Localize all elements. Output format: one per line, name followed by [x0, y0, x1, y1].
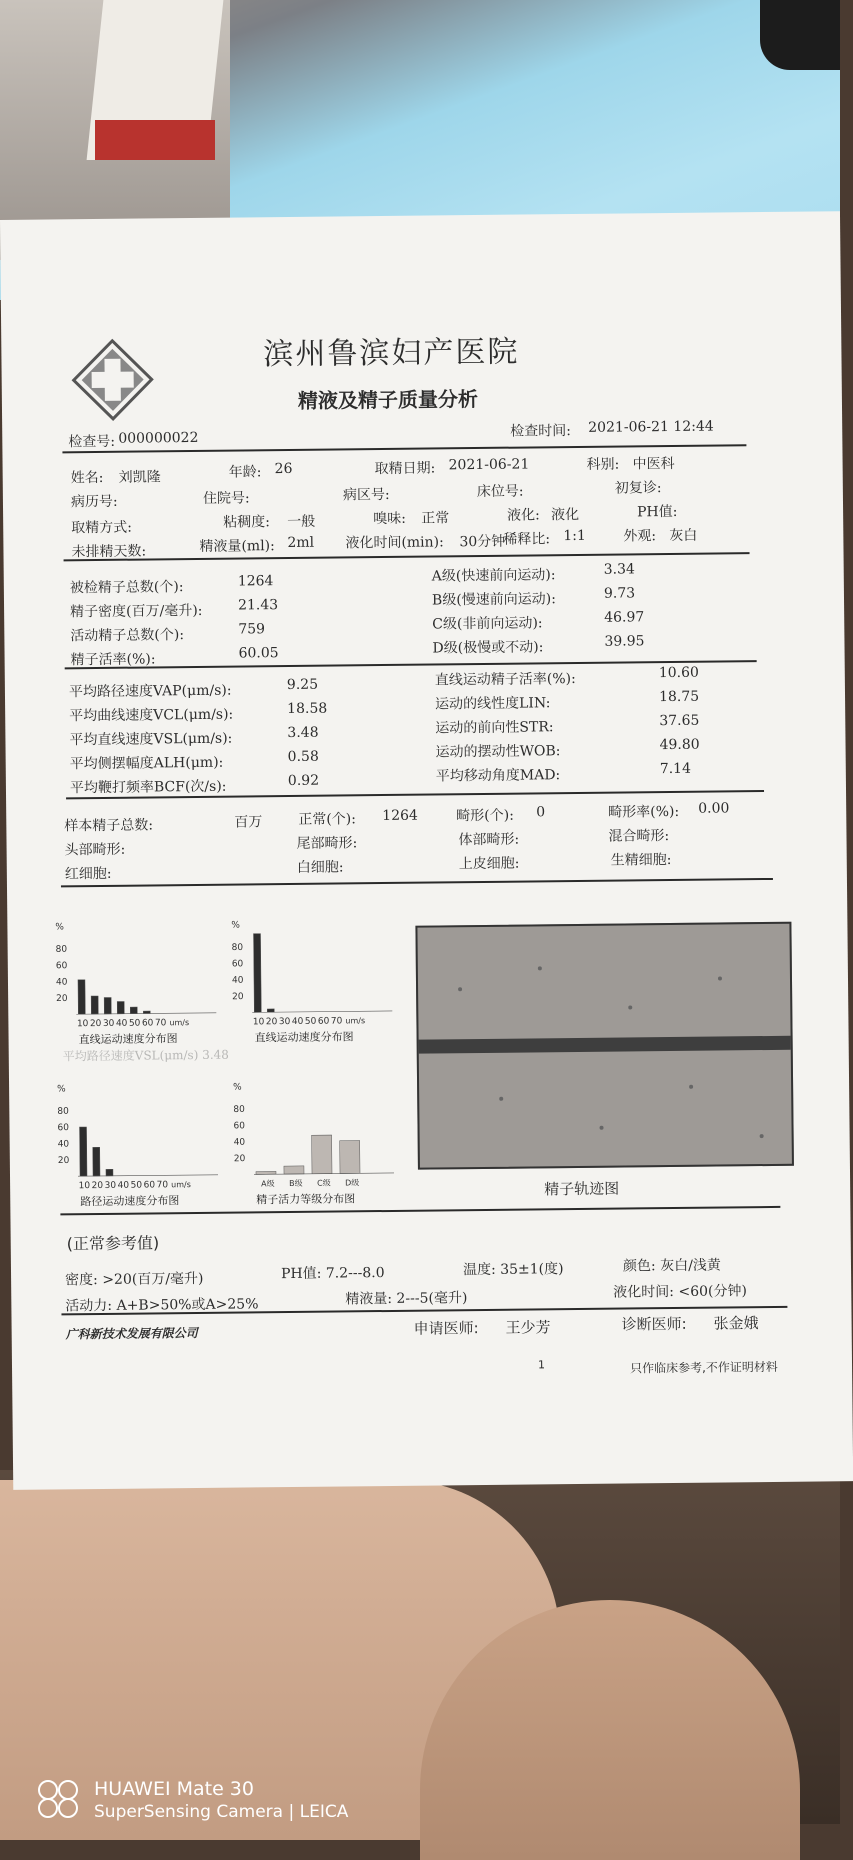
motility-value: 7.14 [660, 761, 691, 777]
count-label: 精子密度(百万/毫升): [70, 600, 203, 621]
hospital-name: 滨州鲁滨妇产医院 [263, 327, 519, 374]
count-value: 759 [238, 621, 265, 637]
liquefy-label: 液化: [507, 504, 540, 524]
chart-tick-label: 60 [233, 1121, 245, 1131]
liq-time-label: 液化时间(min): [345, 531, 444, 552]
watermark-camera: SuperSensing Camera | LEICA [94, 1802, 348, 1822]
chart-bar [253, 934, 261, 1013]
abnormal-rate: 0.00 [698, 800, 729, 816]
motility-value: 10.60 [659, 665, 699, 681]
appearance: 灰白 [669, 525, 697, 545]
velocity-value: 18.58 [287, 701, 327, 717]
divider [61, 878, 773, 887]
motility-label: 直线运动精子活率(%): [435, 668, 576, 689]
count-value: 60.05 [238, 645, 278, 661]
chart-category-label: 40 [116, 1019, 128, 1029]
chart-tick-label: 20 [58, 1156, 70, 1166]
cell-dot [760, 1134, 764, 1138]
body-label: 体部畸形: [458, 829, 519, 850]
chart-category-label: 10 [77, 1019, 89, 1029]
motility-value: 18.75 [659, 689, 699, 705]
chart-bar [78, 980, 85, 1015]
ref-ph: PH值: 7.2---8.0 [281, 1262, 385, 1283]
chart-category-label: 50 [131, 1181, 143, 1191]
abnormal-rate-label: 畸形率(%): [608, 801, 679, 822]
grade-label: D级(极慢或不动): [432, 636, 543, 657]
normal-count: 1264 [382, 808, 418, 824]
ref-motility: 活动力: A+B>50%或A>25% [65, 1293, 258, 1315]
chart-tick-label: 40 [58, 1140, 70, 1150]
velocity-label: 平均直线速度VSL(μm/s): [69, 728, 232, 750]
reference-title: (正常参考值) [67, 1230, 160, 1254]
odor: 正常 [421, 507, 449, 527]
abstinence-label: 未排精天数: [71, 540, 146, 561]
ph-label: PH值: [637, 501, 678, 521]
marker-pen [760, 0, 840, 70]
chart-tick-label: 80 [56, 945, 68, 955]
volume: 2ml [287, 535, 314, 551]
report-paper [0, 211, 853, 1490]
chart-bar [340, 1141, 360, 1174]
record-label: 病历号: [71, 491, 118, 511]
chart-tick-label: 40 [234, 1138, 246, 1148]
rbc-label: 红细胞: [65, 863, 112, 883]
chart-category-label: C级 [317, 1179, 331, 1188]
divider [65, 660, 757, 669]
grade-label: A级(快速前向运动): [432, 564, 556, 585]
bed-label: 床位号: [477, 481, 524, 501]
chart-3 [57, 1080, 238, 1212]
chart-bar [104, 997, 111, 1013]
chart-tick-label: 80 [232, 943, 244, 953]
collect-date: 2021-06-21 [449, 456, 530, 473]
chart-x-unit: um/s [169, 1018, 189, 1027]
motility-label: 平均移动角度MAD: [436, 764, 561, 785]
watermark-model: HUAWEI Mate 30 [94, 1778, 254, 1800]
chart-category-label: A级 [261, 1179, 275, 1188]
count-label: 被检精子总数(个): [70, 576, 184, 597]
collect-date-label: 取精日期: [375, 457, 436, 478]
viscosity-label: 粘稠度: [223, 511, 270, 531]
chart-bar [284, 1166, 304, 1174]
appearance-label: 外观: [623, 525, 656, 545]
velocity-label: 平均路径速度VAP(μm/s): [69, 680, 232, 702]
ref-color: 颜色: 灰白/浅黄 [623, 1255, 721, 1276]
abnormal-count: 0 [536, 804, 545, 820]
chart-title: 直线运动速度分布图 [79, 1031, 178, 1046]
cell-dot [718, 976, 722, 980]
cell-dot [689, 1085, 693, 1089]
epi-label: 上皮细胞: [459, 853, 520, 874]
chart-bar [143, 1011, 150, 1014]
exam-time: 2021-06-21 12:44 [588, 419, 714, 436]
dilution-label: 稀释比: [503, 528, 550, 548]
dept-label: 科别: [586, 454, 619, 474]
exam-no: 000000022 [118, 430, 198, 447]
image-scan-band [419, 1036, 791, 1054]
head-label: 头部畸形: [64, 839, 125, 860]
exam-no-label: 检查号: [68, 431, 115, 451]
odor-label: 嗅味: [373, 508, 406, 528]
cell-dot [458, 987, 462, 991]
abnormal-label: 畸形(个): [456, 805, 514, 826]
motility-value: 49.80 [659, 737, 699, 753]
chart-title: 路径运动速度分布图 [80, 1193, 179, 1208]
chart-category-label: 20 [92, 1181, 104, 1191]
chart-2 [231, 916, 412, 1048]
chart-category-label: 40 [118, 1181, 130, 1191]
liquefy: 液化 [551, 504, 579, 524]
dilution: 1:1 [563, 528, 586, 544]
sperm-trace-image [415, 922, 794, 1170]
chart-bar [130, 1007, 137, 1014]
ref-volume: 精液量: 2---5(毫升) [345, 1287, 467, 1308]
grade-value: 3.34 [604, 561, 635, 577]
chart-bar [312, 1135, 332, 1174]
grade-value: 46.97 [604, 609, 644, 625]
chart-category-label: 20 [266, 1017, 278, 1027]
mixed-label: 混合畸形: [608, 825, 669, 846]
chart-category-label: 70 [157, 1180, 169, 1190]
chart-tick-label: 20 [232, 992, 244, 1002]
chart-1 [55, 918, 236, 1050]
velocity-label: 平均侧摆幅度ALH(μm): [70, 752, 224, 774]
requester-name: 王少芳 [506, 1316, 551, 1337]
count-label: 活动精子总数(个): [70, 624, 184, 645]
page-number: 1 [538, 1358, 545, 1371]
chart-tick-label: 20 [56, 994, 68, 1004]
cell-dot [628, 1005, 632, 1009]
tail-label: 尾部畸形: [296, 832, 357, 853]
motility-value: 37.65 [659, 713, 699, 729]
patient-name: 刘凯隆 [119, 466, 161, 486]
trace-label: 精子轨迹图 [544, 1178, 619, 1200]
liq-time: 30分钟 [459, 531, 505, 551]
grade-label: C级(非前向运动): [432, 612, 543, 633]
motility-label: 运动的前向性STR: [435, 716, 553, 737]
chart-category-label: 20 [90, 1019, 102, 1029]
divider [64, 552, 750, 561]
chart-tick-label: 40 [56, 978, 68, 988]
obscured-text: 平均路径速度VSL(μm/s) 3.48 [63, 1046, 229, 1056]
chart-tick-label: 80 [57, 1107, 69, 1117]
chart-category-label: 40 [292, 1017, 304, 1027]
velocity-value: 3.48 [287, 725, 318, 741]
inpatient-label: 住院号: [203, 487, 250, 507]
sample-label: 样本精子总数: [64, 814, 153, 835]
chart-svg [57, 1080, 238, 1212]
chart-category-label: 50 [129, 1019, 141, 1029]
report-title: 精液及精子质量分析 [298, 383, 478, 414]
chart-tick-label: 60 [57, 1123, 69, 1133]
normal-label: 正常(个): [298, 808, 356, 829]
chart-category-label: 70 [331, 1016, 343, 1026]
velocity-value: 0.58 [288, 749, 319, 765]
requester-label: 申请医师: [414, 1317, 479, 1339]
chart-bar [117, 1001, 124, 1013]
cell-dot [499, 1097, 503, 1101]
motility-label: 运动的线性度LIN: [435, 692, 551, 713]
chart-title: 精子活力等级分布图 [256, 1191, 355, 1206]
dept: 中医科 [632, 453, 674, 473]
chart-svg [231, 916, 412, 1048]
age: 26 [275, 461, 293, 477]
cell-dot [538, 966, 542, 970]
germ-label: 生精细胞: [611, 849, 672, 870]
velocity-label: 平均鞭打频率BCF(次/s): [70, 776, 227, 798]
chart-category-label: 30 [105, 1181, 117, 1191]
cell-dot [600, 1126, 604, 1130]
chart-tick-label: 60 [232, 959, 244, 969]
chart-category-label: D级 [345, 1178, 359, 1187]
chart-tick-label: 60 [56, 961, 68, 971]
chart-category-label: 60 [144, 1180, 156, 1190]
grade-value: 9.73 [604, 585, 635, 601]
chart-category-label: 60 [142, 1018, 154, 1028]
disclaimer: 只作临床参考,不作证明材料 [630, 1358, 778, 1377]
grade-label: B级(慢速前向运动): [432, 588, 556, 609]
count-value: 1264 [238, 573, 274, 589]
chart-tick-label: 20 [234, 1154, 246, 1164]
diagnoser-label: 诊断医师: [621, 1313, 686, 1335]
hospital-cross-logo [71, 338, 154, 421]
count-label: 精子活率(%): [70, 648, 155, 669]
chart-y-unit: % [55, 922, 64, 932]
ref-density: 密度: >20(百万/毫升) [65, 1268, 204, 1289]
age-label: 年龄: [229, 461, 262, 481]
chart-bar [93, 1147, 100, 1176]
name-label: 姓名: [71, 467, 104, 487]
method-label: 取精方式: [71, 517, 132, 538]
ward-label: 病区号: [343, 484, 390, 504]
chart-category-label: B级 [289, 1179, 303, 1188]
count-value: 21.43 [238, 597, 278, 613]
chart-category-label: 30 [279, 1017, 291, 1027]
velocity-label: 平均曲线速度VCL(μm/s): [69, 704, 233, 726]
exam-time-label: 检查时间: [510, 420, 571, 441]
ref-temp: 温度: 35±1(度) [463, 1258, 564, 1279]
wbc-label: 白细胞: [297, 856, 344, 876]
camera-logo-icon [38, 1780, 78, 1816]
chart-bar [80, 1127, 88, 1176]
volume-label: 精液量(ml): [199, 535, 275, 556]
chart-tick-label: 80 [233, 1105, 245, 1115]
grade-value: 39.95 [604, 633, 644, 649]
diagnoser-name: 张金娥 [713, 1312, 758, 1333]
motility-label: 运动的摆动性WOB: [435, 740, 560, 761]
chart-bar [267, 1009, 274, 1012]
chart-category-label: 60 [318, 1017, 330, 1027]
chart-category-label: 50 [305, 1017, 317, 1027]
chart-x-unit: um/s [345, 1016, 365, 1025]
velocity-value: 9.25 [287, 677, 318, 693]
chart-y-unit: % [233, 1083, 242, 1093]
visit-label: 初复诊: [615, 477, 662, 497]
sample-unit: 百万 [234, 811, 262, 831]
velocity-value: 0.92 [288, 773, 319, 789]
chart-bar [91, 996, 98, 1014]
chart-title: 直线运动速度分布图 [255, 1029, 354, 1044]
chart-category-label: 10 [79, 1181, 91, 1191]
chart-4 [233, 1078, 414, 1210]
viscosity: 一般 [287, 511, 315, 531]
chart-bar [106, 1169, 113, 1176]
chart-svg [233, 1078, 414, 1210]
background-red-stripe [95, 120, 215, 160]
chart-x-unit: um/s [171, 1180, 191, 1189]
chart-category-label: 30 [103, 1019, 115, 1029]
chart-svg [55, 918, 236, 1050]
chart-y-unit: % [57, 1084, 66, 1094]
chart-category-label: 70 [155, 1018, 167, 1028]
chart-category-label: 10 [253, 1017, 265, 1027]
chart-y-unit: % [231, 921, 240, 931]
company-name: 广科新技术发展有限公司 [66, 1324, 198, 1342]
ref-liq: 液化时间: <60(分钟) [613, 1280, 747, 1301]
chart-tick-label: 40 [232, 976, 244, 986]
